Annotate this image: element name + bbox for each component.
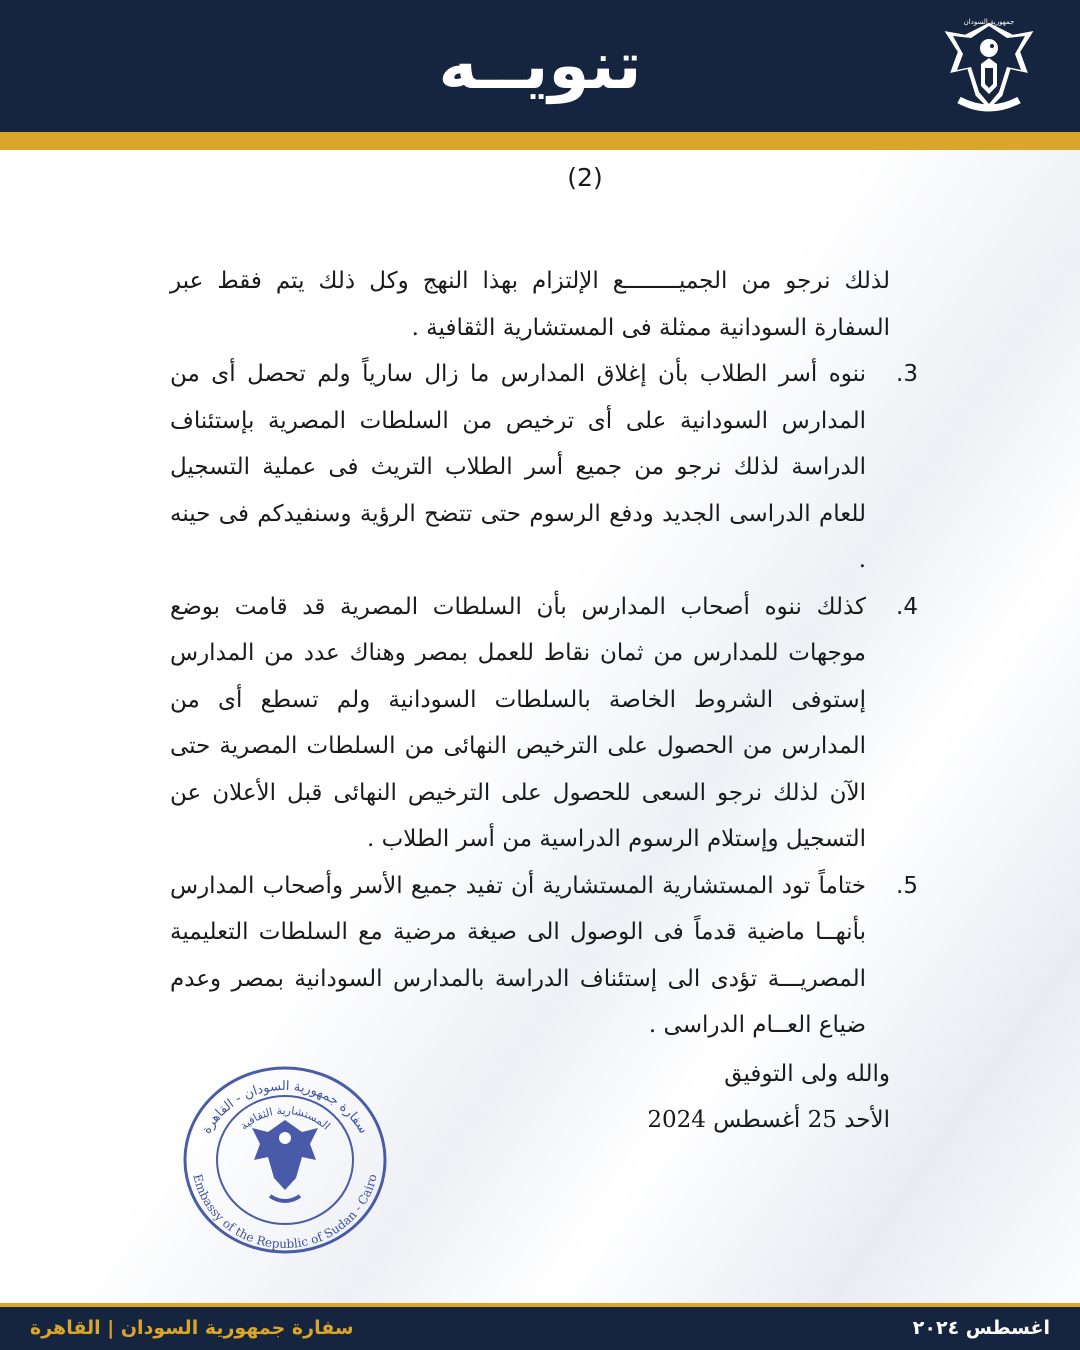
list-item (170, 584, 918, 863)
notice-body (170, 258, 918, 1144)
item-text: ختاماً تود المستشارية المستشارية أن تفيد جميع الأسر وأصحاب المدارس بأنهــا ماضية قدماً فى الوصول الى صيغة مرضية مع السلطات التعليمية المصريـــة تؤدى الى إستئناف الدراسة بالمدارس السودانية بمصر وعدم ضياع العــام الدراسى . (170, 872, 866, 1038)
list-item (170, 351, 918, 584)
sudan-emblem-icon (935, 12, 1043, 120)
item-number: 5. (896, 872, 918, 899)
page-title: تنويــه (438, 27, 642, 104)
svg-text:جمهورية السودان: جمهورية السودان (963, 18, 1015, 26)
item-number: 4. (896, 593, 918, 620)
svg-text:سفارة جمهورية السودان - القاهر: سفارة جمهورية السودان - القاهرة (199, 1078, 371, 1137)
signing-date: الأحد 25 أغسطس 2024 (647, 1107, 890, 1133)
page-number: (2) (567, 163, 603, 192)
item-number: 3. (896, 361, 918, 387)
footer-embassy-name: سفارة جمهورية السودان | القاهرة (30, 1317, 354, 1339)
footer-bar (0, 1307, 1080, 1350)
svg-text:المستشارية الثقافية: المستشارية الثقافية (237, 1103, 333, 1133)
list-item (170, 863, 918, 1049)
header-bar (0, 0, 1080, 132)
footer-date: اغسطس ٢٠٢٤ (912, 1317, 1050, 1339)
item-text: ننوه أسر الطلاب بأن إغلاق المدارس ما زال سارياً ولم تحصل أى من المدارس السودانية على أى ترخيص من السلطات المصرية بإستئناف الدراسة لذلك نرجو من جميع أسر الطلاب التريث فى عملية التسجيل للعام الدراسى الجديد ودفع الرسوم حتى تتضح الرؤية وسنفيدكم فى حينه . (170, 361, 866, 573)
header-gold-stripe (0, 132, 1080, 150)
closing-line: والله ولى التوفيق (724, 1060, 890, 1087)
intro-paragraph: لذلك نرجو من الجميــــــــع الإلتزام بهذا النهج وكل ذلك يتم فقط عبر السفارة السودانية ممثلة فى المستشارية الثقافية . (170, 268, 890, 341)
svg-text:Embassy of the Republic of Sud: Embassy of the Republic of Sudan - Cairo (190, 1172, 380, 1252)
embassy-seal-icon (170, 1060, 400, 1260)
item-text: كذلك ننوه أصحاب المدارس بأن السلطات المصرية قد قامت بوضع موجهات للمدارس من ثمان نقاط للعمل بمصر وهناك عدد من المدارس إستوفى الشروط الخاصة بالسلطات السودانية ولم تسطع أى من المدارس من الحصول على الترخيص النهائى من السلطات المصرية حتى الآن لذلك نرجو السعى للحصول على الترخيص النهائى قبل الأعلان عن التسجيل وإستلام الرسوم الدراسية من أسر الطلاب . (170, 593, 866, 852)
